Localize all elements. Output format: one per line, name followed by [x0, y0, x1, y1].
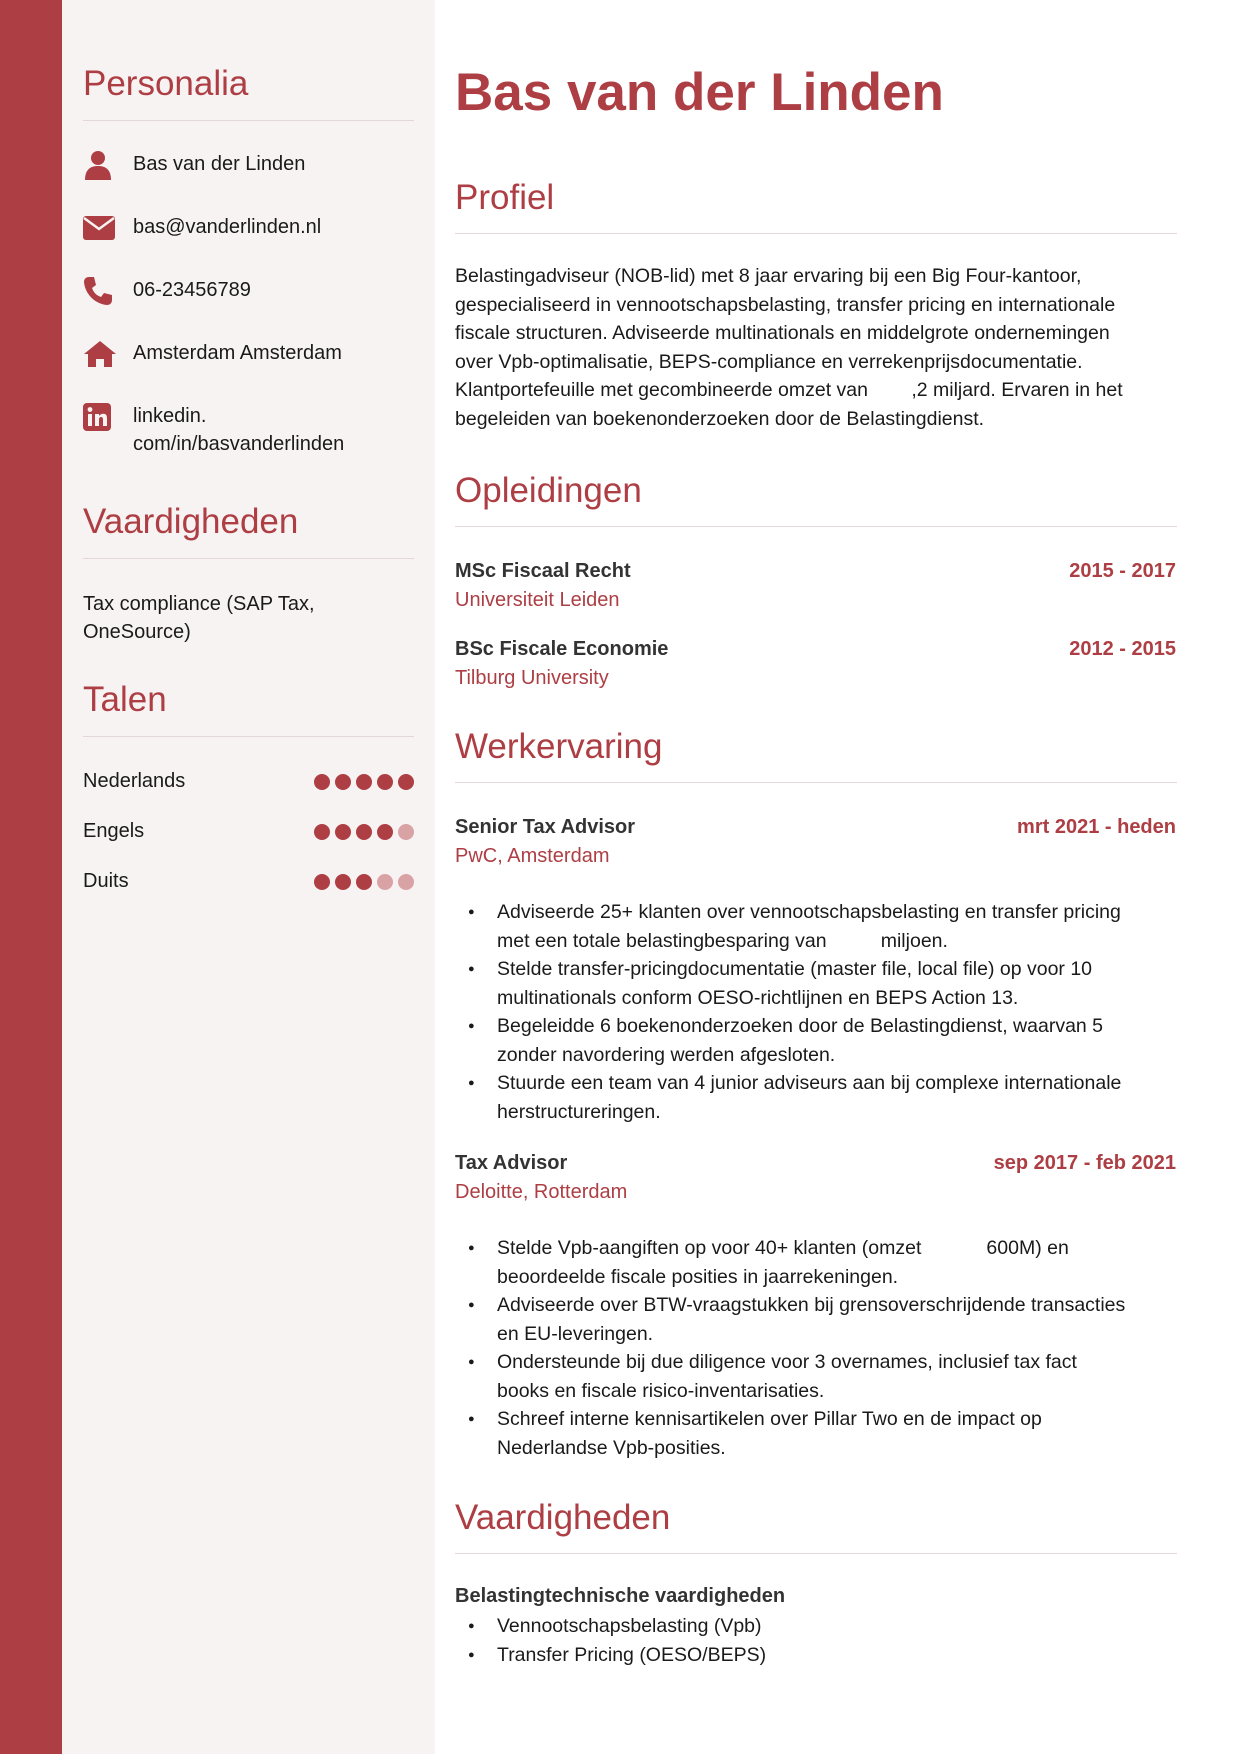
- language-level-dots: [314, 824, 414, 840]
- profile-line: over Vpb-optimalisatie, BEPS-compliance en verrekenprijsdocumentatie.: [455, 350, 1083, 373]
- education-school: Tilburg University: [455, 667, 609, 689]
- divider: [455, 233, 1177, 234]
- level-dot-filled: [377, 824, 393, 840]
- profile-line: Belastingadviseur (NOB-lid) met 8 jaar ervaring bij een Big Four-kantoor,: [455, 265, 1082, 287]
- profile-line: gespecialiseerd in vennootschapsbelasting, transfer pricing en internationale: [455, 293, 1116, 316]
- level-dot-filled: [356, 774, 372, 790]
- level-dot-filled: [377, 774, 393, 790]
- job-bullet-line: Adviseerde 25+ klanten over vennootschapsbelasting en transfer pricing: [497, 901, 1121, 923]
- skill-item: ● Vennootschapsbelasting (Vpb): [455, 1612, 1177, 1641]
- job-bullet-line: Nederlandse Vpb-posities.: [497, 1436, 726, 1459]
- job-title: Tax Advisor: [455, 1152, 568, 1174]
- job-bullet-item: [455, 898, 1177, 955]
- job-bullet-line: beoordeelde fiscale posities in jaarrekeningen.: [497, 1265, 899, 1288]
- job-period: sep 2017 - feb 2021: [993, 1152, 1176, 1174]
- linkedin-icon: [83, 402, 119, 432]
- profile-line: fiscale structuren. Adviseerde multinationals en middelgrote ondernemingen: [455, 322, 1110, 344]
- job-bullet-line: Begeleidde 6 boekenonderzoeken door de Belastingdienst, waarvan 5: [497, 1015, 1104, 1037]
- divider: [455, 782, 1177, 783]
- level-dot-filled: [335, 774, 351, 790]
- candidate-name: Bas van der Linden: [455, 63, 944, 122]
- job-bullet-item: [455, 1012, 1177, 1069]
- divider: [83, 558, 414, 559]
- job-bullet-line: herstructureringen.: [497, 1100, 661, 1123]
- linkedin-line-1: linkedin.: [133, 405, 207, 427]
- accent-band: [0, 0, 62, 1754]
- home-icon: [83, 339, 119, 369]
- language-level-dots: [314, 874, 414, 890]
- job-bullet-item: [455, 1069, 1177, 1126]
- phone-icon: [83, 276, 119, 306]
- education-degree: BSc Fiscale Economie: [455, 638, 669, 660]
- education-period: 2015 - 2017: [1069, 560, 1176, 582]
- job-bullet-line: Ondersteunde bij due diligence voor 3 overnames, inclusief tax fact: [497, 1351, 1077, 1373]
- level-dot-filled: [335, 874, 351, 890]
- level-dot-filled: [356, 874, 372, 890]
- languages-heading: Talen: [83, 680, 167, 719]
- job-bullet-item: [455, 1348, 1177, 1405]
- job-bullet-line: Schreef interne kennisartikelen over Pillar Two en de impact op: [497, 1408, 1042, 1430]
- contact-phone-text[interactable]: 06-23456789: [133, 279, 251, 301]
- level-dot-empty: [377, 874, 393, 890]
- job-bullet-line: Stelde Vpb-aangiften op voor 40+ klanten (omzet 600M) en: [497, 1237, 1069, 1259]
- contact-name-text: Bas van der Linden: [133, 153, 306, 175]
- job-bullet-item: [455, 1234, 1177, 1291]
- education-degree: MSc Fiscaal Recht: [455, 560, 631, 582]
- sidebar: [62, 0, 435, 1754]
- skill-group-title: Belastingtechnische vaardigheden: [455, 1585, 786, 1607]
- contact-phone: [83, 276, 414, 306]
- contact-location: [83, 339, 414, 369]
- job-bullet-line: multinationals conform OESO-richtlijnen en BEPS Action 13.: [497, 986, 1019, 1009]
- contact-linkedin: [83, 402, 414, 458]
- job-bullet-line: Stelde transfer-pricingdocumentatie (master file, local file) op voor 10: [497, 958, 1093, 980]
- skills-heading: Vaardigheden: [455, 1498, 671, 1537]
- contact-linkedin-text[interactable]: [133, 402, 344, 458]
- divider: [455, 1553, 1177, 1554]
- job-bullet-line: Stuurde een team van 4 junior adviseurs aan bij complexe internationale: [497, 1072, 1122, 1094]
- level-dot-empty: [398, 874, 414, 890]
- job-period: mrt 2021 - heden: [1017, 816, 1176, 838]
- job-bullet-line: books en fiscale risico-inventarisaties.: [497, 1379, 825, 1402]
- level-dot-filled: [314, 824, 330, 840]
- experience-heading: Werkervaring: [455, 727, 663, 766]
- skill-list: [455, 1612, 1177, 1669]
- contact-name: [83, 150, 414, 180]
- divider: [455, 526, 1177, 527]
- profile-line: Klantportefeuille met gecombineerde omzet van ,2 miljard. Ervaren in het: [455, 379, 1123, 401]
- job-company: Deloitte, Rotterdam: [455, 1181, 628, 1203]
- job-bullet-item: [455, 1291, 1177, 1348]
- language-row: [83, 870, 414, 893]
- skill-item: ● Transfer Pricing (OESO/BEPS): [455, 1641, 1177, 1670]
- level-dot-filled: [398, 774, 414, 790]
- level-dot-filled: [314, 874, 330, 890]
- job-bullet-item: [455, 955, 1177, 1012]
- level-dot-empty: [398, 824, 414, 840]
- level-dot-filled: [314, 774, 330, 790]
- job-bullet-item: [455, 1405, 1177, 1462]
- education-school: Universiteit Leiden: [455, 589, 620, 611]
- contact-email-text[interactable]: bas@vanderlinden.nl: [133, 216, 322, 238]
- job-title: Senior Tax Advisor: [455, 816, 636, 838]
- language-level-dots: [314, 774, 414, 790]
- divider: [83, 120, 414, 121]
- level-dot-filled: [335, 824, 351, 840]
- job-bullet-line: Adviseerde over BTW-vraagstukken bij grensoverschrijdende transacties: [497, 1294, 1126, 1316]
- sidebar-skills-heading: Vaardigheden: [83, 502, 299, 541]
- profile-heading: Profiel: [455, 178, 555, 217]
- language-name: Engels: [83, 820, 145, 842]
- job-bullet-line: zonder navordering werden afgesloten.: [497, 1043, 836, 1066]
- language-name: Duits: [83, 870, 129, 892]
- contact-location-text: Amsterdam Amsterdam: [133, 342, 342, 364]
- language-row: [83, 770, 414, 793]
- job-company: PwC, Amsterdam: [455, 845, 610, 867]
- divider: [83, 736, 414, 737]
- sidebar-skill-item: [83, 590, 383, 646]
- education-period: 2012 - 2015: [1069, 638, 1176, 660]
- profile-line: begeleiden van boekenonderzoeken door de Belastingdienst.: [455, 407, 985, 430]
- skill-line-2: OneSource): [83, 621, 191, 643]
- linkedin-line-2: com/in/basvanderlinden: [133, 433, 345, 455]
- personalia-heading: Personalia: [83, 64, 249, 103]
- job-bullets: [455, 1234, 1177, 1462]
- job-bullet-line: met een totale belastingbesparing van miljoen.: [497, 929, 948, 952]
- envelope-icon: [83, 213, 119, 243]
- language-name: Nederlands: [83, 770, 186, 792]
- skill-line-1: Tax compliance (SAP Tax,: [83, 593, 315, 615]
- contact-email: [83, 213, 414, 243]
- education-heading: Opleidingen: [455, 471, 642, 510]
- level-dot-filled: [356, 824, 372, 840]
- main-content: [435, 0, 1241, 1754]
- job-bullets: [455, 898, 1177, 1126]
- job-bullet-line: en EU-leveringen.: [497, 1322, 654, 1345]
- user-icon: [83, 150, 119, 180]
- language-row: [83, 820, 414, 843]
- profile-text: [455, 262, 1177, 433]
